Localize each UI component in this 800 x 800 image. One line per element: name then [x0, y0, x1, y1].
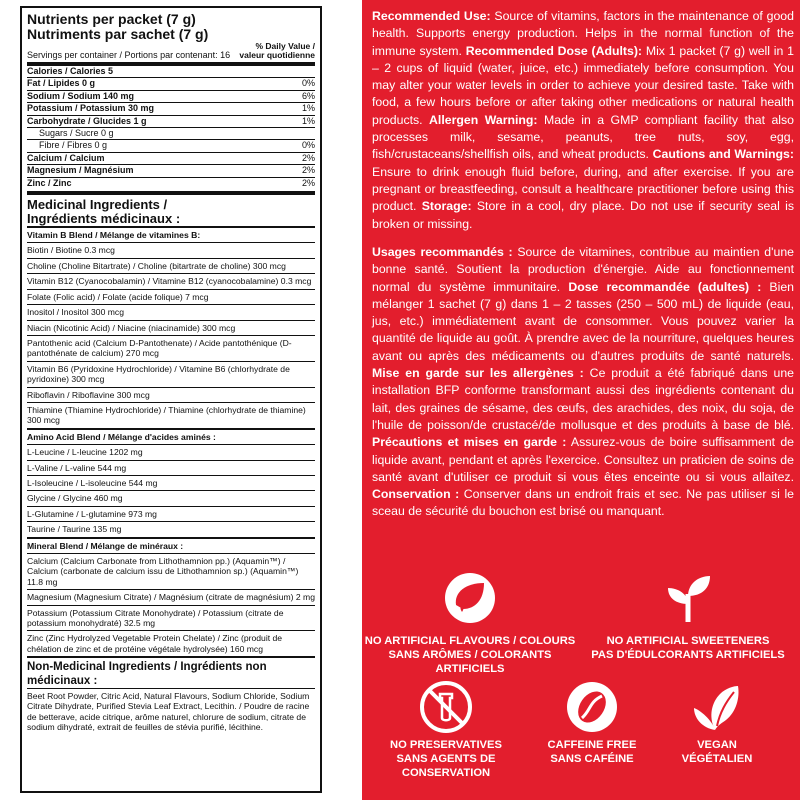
nutrient-row — [27, 164, 315, 176]
medicinal-title-fr: Ingrédients médicinaux : — [27, 211, 181, 227]
badge-label-fr: SANS AGENTS DE CONSERVATION — [396, 753, 496, 779]
no-preservatives-icon — [419, 680, 473, 734]
nutrient-dv: 2% — [301, 165, 315, 176]
ingredient-row: L-Glutamine / L-glutamine 973 mg — [27, 506, 315, 521]
nonmedicinal-title: Non-Medicinal Ingredients / Ingrédients non médicinaux : — [27, 661, 267, 688]
nutrient-dv: 0% — [301, 78, 315, 89]
nutrient-row — [27, 127, 315, 139]
badge-label-fr: VÉGÉTALIEN — [681, 753, 753, 765]
ingredient-row: Glycine / Glycine 460 mg — [27, 490, 315, 505]
nutrient-list — [27, 66, 315, 189]
medicinal-list — [27, 228, 315, 656]
nutrient-dv: 2% — [301, 177, 315, 188]
ingredient-row: Pantothenic acid (Calcium D-Pantothenate) / Acide pantothénique (D-pantothénate de calcium) 270 mcg — [27, 335, 315, 361]
ingredient-row: Zinc (Zinc Hydrolyzed Vegetable Protein Chelate) / Zinc (produit de chélation de zinc et de protéine végétale hydrolysée) 160 mcg — [27, 630, 315, 656]
nutrient-name: Fibre / Fibres 0 g — [39, 140, 108, 151]
badge-no-artificial-sweeteners — [580, 572, 796, 662]
badge-label-fr: PAS D'ÉDULCORANTS ARTIFICIELS — [591, 649, 785, 661]
ingredient-group-title: Vitamin B Blend / Mélange de vitamines B: — [27, 230, 201, 241]
thick-rule — [27, 191, 315, 195]
nutrient-dv: 2% — [301, 152, 315, 163]
nutrient-row — [27, 152, 315, 164]
ingredient-row: L-Valine / L-valine 544 mg — [27, 460, 315, 475]
medicinal-title-en: Medicinal Ingredients / — [27, 197, 168, 213]
ingredient-row: Potassium (Potassium Citrate Monohydrate) / Potassium (citrate de potassium monohydraté) 32.5 mg — [27, 605, 315, 631]
section-text: Made in a GMP compliant facility that also processes milk, sesame, peanuts, tree nuts, soy, egg, fish/crustaceans/shellfish oils, and wheat products. — [372, 112, 795, 162]
ingredient-row: Niacin (Nicotinic Acid) / Niacine (niacinamide) 300 mcg — [27, 320, 315, 335]
nutrient-name: Magnesium / Magnésium — [27, 165, 134, 176]
english-directions — [372, 8, 794, 233]
right-panel — [362, 0, 800, 800]
french-directions — [372, 244, 794, 521]
section-label: Usages recommandés : — [372, 245, 513, 259]
badge-label-fr: SANS CAFÉINE — [550, 753, 634, 765]
leaf-drop-icon — [444, 572, 496, 624]
badge-no-preservatives — [362, 680, 530, 780]
nutrient-name: Sodium / Sodium 140 mg — [27, 90, 135, 101]
section-label: Allergen Warning: — [429, 112, 538, 127]
badge-vegan — [662, 680, 772, 766]
nutrient-name: Zinc / Zinc — [27, 177, 72, 188]
section-text: Assurez-vous de boire suffisamment de liquide avant, pendant et après l'exercice. Consultez un praticien de soins de santé avant d'utiliser ce produit si vous êtes enceinte ou si vous allaitez. — [372, 435, 794, 484]
section-label: Cautions and Warnings: — [652, 147, 794, 162]
section-label: Précautions et mises en garde : — [372, 435, 567, 450]
nutrition-facts-table — [20, 6, 322, 793]
section-label: Recommended Dose (Adults): — [465, 43, 643, 58]
nutrient-dv: 6% — [301, 90, 315, 101]
ingredient-row: Vitamin B12 (Cyanocobalamin) / Vitamine B12 (cyanocobalamine) 0.3 mcg — [27, 273, 315, 288]
badge-label-en: NO PRESERVATIVES — [390, 739, 502, 751]
nutrient-dv: 0% — [301, 140, 315, 151]
badge-no-artificial-flavours — [362, 572, 578, 676]
section-text: Source de vitamines, contribue au maintien d'une bonne santé. Soutient la production d'énergie. Aide au fonctionnement normal du système immunitaire. — [372, 245, 795, 294]
nutrient-name: Calcium / Calcium — [27, 152, 105, 163]
facts-title-en: Nutrients per packet (7 g) — [27, 11, 196, 27]
section-label: Dose recommandée (adultes) : — [568, 279, 762, 294]
nutrient-dv: 1% — [301, 103, 315, 114]
section-label: Conservation : — [372, 487, 460, 502]
left-panel — [0, 0, 362, 800]
nutrient-name: Sugars / Sucre 0 g — [39, 128, 114, 139]
ingredient-row: Riboflavin / Riboflavine 300 mcg — [27, 387, 315, 402]
nutrient-row — [27, 90, 315, 102]
nutrient-row — [27, 102, 315, 114]
section-label: Mise en garde sur les allergènes : — [372, 366, 584, 381]
badge-label-en: NO ARTIFICIAL SWEETENERS — [606, 635, 770, 647]
badge-caffeine-free — [532, 680, 652, 766]
ingredient-row: L-Isoleucine / L-isoleucine 544 mg — [27, 475, 315, 490]
daily-value-en: % Daily Value / — [255, 41, 315, 51]
badge-label-en: NO ARTIFICIAL FLAVOURS / COLOURS — [364, 635, 576, 647]
nutrient-name: Calories / Calories 5 — [27, 66, 114, 76]
ingredient-row: Vitamin B6 (Pyridoxine Hydrochloride) / Vitamine B6 (chlorhydrate de pyridoxine) 300 mcg — [27, 361, 315, 387]
nutrient-name: Potassium / Potassium 30 mg — [27, 103, 155, 114]
facts-title-fr: Nutriments par sachet (7 g) — [27, 26, 209, 42]
section-text: Bien mélanger 1 sachet (7 g) dans 1 – 2 tasses (250 – 500 mL) de liquide (eau, jus, etc.) immédiatement avant de consommer. Vous pouvez varier la quantité de liquide au goût. À prendre avec de la nourriture, quelques heures avant ou après des médicaments ou d'autres produits de santé naturels. — [372, 279, 795, 363]
ingredient-row: Biotin / Biotine 0.3 mcg — [27, 242, 315, 257]
daily-value-label — [239, 42, 315, 60]
ingredient-row: Choline (Choline Bitartrate) / Choline (bitartrate de choline) 300 mcg — [27, 258, 315, 273]
section-text: Source of vitamins, factors in the maintenance of good health. Supports energy production. Helps in the normal function of the immune system. — [372, 9, 794, 58]
section-text: Mix 1 packet (7 g) well in 1 – 2 cups of liquid (water, juice, etc.) immediately before consumption. You may alter your water levels in order to achieve your desired taste. Take with food, a few hours before or after taking other medications or natural health products. — [372, 43, 794, 127]
nutrient-row — [27, 77, 315, 89]
section-label: Recommended Use: — [372, 9, 491, 23]
ingredient-row: Calcium (Calcium Carbonate from Lithothamnion pp.) (Aquamin™) / Calcium (carbonate de calcium issu de Lithothamnion sp.) (Aquamin™) 11.8 mg — [27, 553, 315, 589]
nutrient-name: Carbohydrate / Glucides 1 g — [27, 115, 147, 126]
sprout-icon — [662, 572, 714, 624]
nutrient-row — [27, 66, 315, 77]
badge-label-fr: SANS ARÔMES / COLORANTS ARTIFICIELS — [388, 649, 552, 675]
ingredient-group-title: Amino Acid Blend / Mélange d'acides aminés : — [27, 428, 315, 444]
vegan-leaf-icon — [690, 680, 744, 734]
servings-text: Servings per container / Portions par contenant: 16 — [27, 50, 231, 60]
section-text: Ce produit a été fabriqué dans une installation BFP conforme transformant aussi des ingrédients contenant du lait, des graines de sésame, des œufs, des arachides, des noix, du soja, de l'huile de poisson/de crustacé/de mollusque et des produits à base de blé. — [372, 366, 794, 432]
coffee-bean-icon — [565, 680, 619, 734]
nutrient-row — [27, 139, 315, 151]
ingredient-row: Folate (Folic acid) / Folate (acide folique) 7 mcg — [27, 289, 315, 304]
badge-label-en: CAFFEINE FREE — [547, 739, 637, 751]
nonmedicinal-text: Beet Root Powder, Citric Acid, Natural Flavours, Sodium Chloride, Sodium Citrate Dihydrate, Purified Stevia Leaf Extract, Lecithin. / Poudre de racine de betterave, acide citrique, arôme naturel, chlorure de sodium, citrate de sodium dihydraté, extrait de feuilles de stévia purifié, lécithine. — [27, 688, 315, 732]
section-text: Ensure to drink enough fluid before, during, and after exercise. If you are pregnant or breastfeeding, consult a healthcare practitioner before using this product. — [372, 164, 794, 214]
ingredient-group-title: Mineral Blend / Mélange de minéraux : — [27, 537, 315, 553]
medium-rule — [27, 656, 315, 658]
badge-label-en: VEGAN — [697, 739, 737, 751]
nutrient-name: Fat / Lipides 0 g — [27, 78, 96, 89]
nutrient-row — [27, 115, 315, 127]
daily-value-fr: valeur quotidienne — [239, 50, 315, 60]
ingredient-row: Magnesium (Magnesium Citrate) / Magnésium (citrate de magnésium) 2 mg — [27, 589, 315, 604]
ingredient-row: Thiamine (Thiamine Hydrochloride) / Thiamine (chlorhydrate de thiamine) 300 mcg — [27, 402, 315, 428]
nutrient-row — [27, 177, 315, 189]
section-text: Conserver dans un endroit frais et sec. Ne pas utiliser si le sceau de sécurité du bouchon est brisé ou manquant. — [372, 487, 795, 519]
facts-header — [27, 42, 315, 60]
section-label: Storage: — [421, 199, 472, 214]
ingredient-row: Inositol / Inositol 300 mcg — [27, 304, 315, 319]
nutrient-dv: 1% — [301, 115, 315, 126]
ingredient-row: L-Leucine / L-leucine 1202 mg — [27, 444, 315, 459]
ingredient-row: Taurine / Taurine 135 mg — [27, 521, 315, 536]
section-text: Store in a cool, dry place. Do not use if security seal is broken or missing. — [372, 199, 794, 231]
